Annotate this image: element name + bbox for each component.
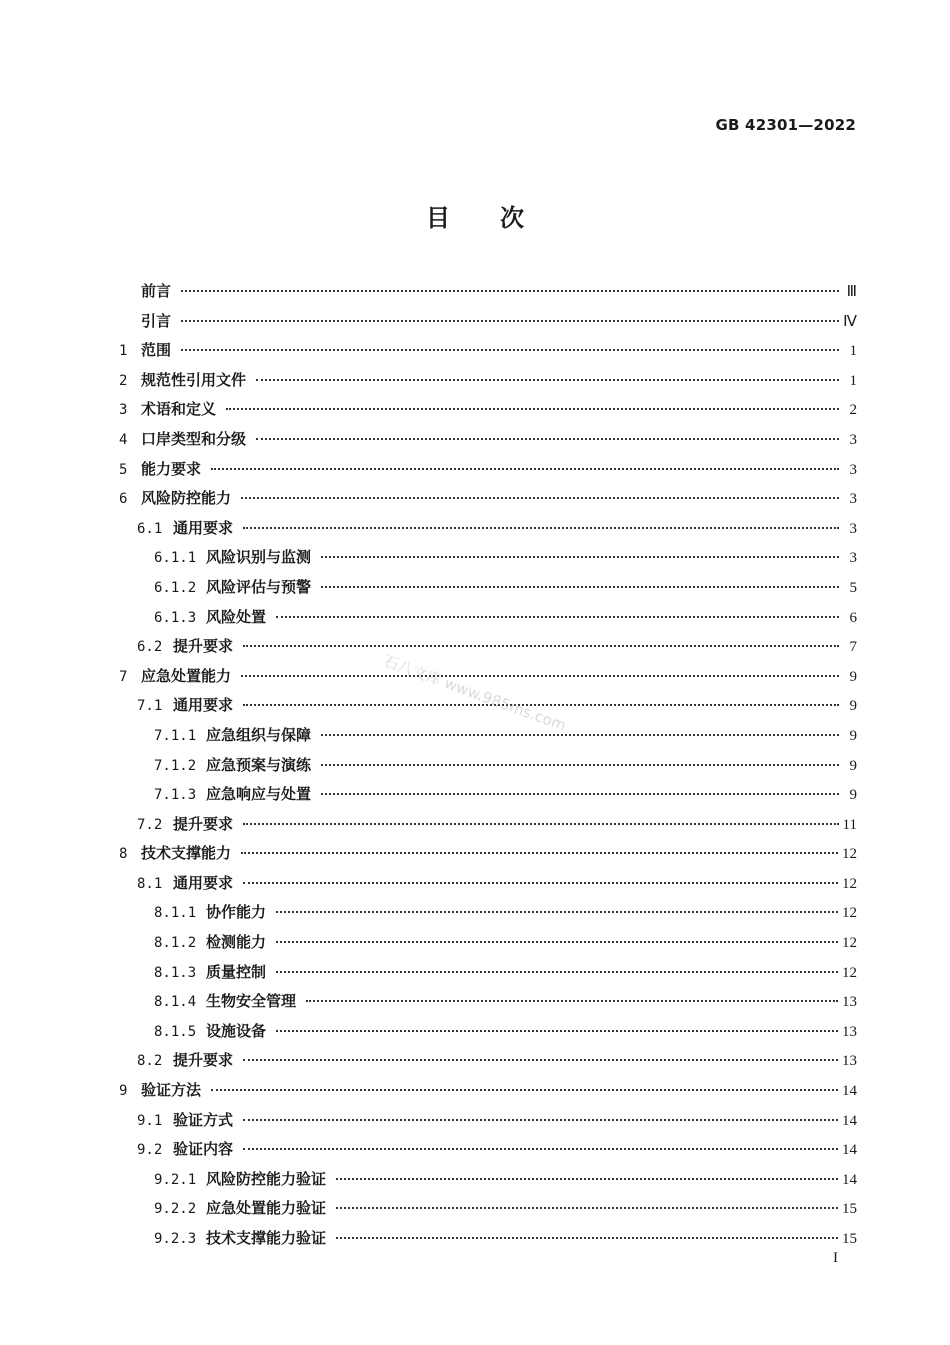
toc-entry-page: 12: [842, 846, 857, 863]
toc-entry-number: 7.1.1: [154, 727, 197, 744]
toc-entry-number: 8.1.2: [154, 935, 197, 952]
table-of-contents: [119, 277, 857, 1254]
dot-leader: [276, 940, 838, 943]
toc-entry-page: 9: [849, 787, 857, 804]
toc-entry-number: 8.1.1: [154, 905, 197, 922]
toc-entry-page: 3: [849, 431, 857, 448]
dot-leader: [243, 1118, 838, 1121]
toc-entry[interactable]: [119, 810, 857, 840]
toc-entry-number: 9.2.1: [154, 1171, 197, 1188]
toc-entry-page: 14: [842, 1171, 857, 1188]
toc-entry-number: 8.1: [137, 875, 163, 892]
toc-entry-label: 应急预案与演练: [206, 755, 312, 774]
toc-entry-page: 12: [842, 935, 857, 952]
toc-entry-label: 引言: [141, 311, 172, 330]
toc-entry-number: 6.1.2: [154, 579, 197, 596]
toc-entry[interactable]: [119, 839, 857, 869]
dot-leader: [276, 970, 838, 973]
toc-entry-number: 8.1.5: [154, 1023, 197, 1040]
toc-entry-number: 7.1: [137, 698, 163, 715]
toc-entry-page: 6: [849, 609, 857, 626]
toc-entry-page: 9: [849, 698, 857, 715]
dot-leader: [241, 496, 839, 499]
toc-entry[interactable]: [119, 1046, 857, 1076]
toc-entry-page: 12: [842, 964, 857, 981]
toc-entry-label: 提升要求: [173, 637, 234, 656]
toc-entry-page: Ⅳ: [843, 313, 857, 330]
toc-entry[interactable]: [119, 514, 857, 544]
toc-entry-label: 技术支撑能力: [141, 844, 232, 863]
toc-entry-label: 应急处置能力验证: [206, 1199, 327, 1218]
dot-leader: [243, 644, 839, 647]
dot-leader: [181, 319, 839, 322]
dot-leader: [211, 1088, 838, 1091]
toc-entry-number: 3: [119, 402, 128, 419]
dot-leader: [241, 674, 839, 677]
toc-entry-page: 13: [842, 994, 857, 1011]
toc-entry[interactable]: [119, 632, 857, 662]
dot-leader: [243, 1147, 838, 1150]
toc-entry-label: 生物安全管理: [206, 992, 297, 1011]
toc-entry[interactable]: [119, 366, 857, 396]
toc-entry[interactable]: [119, 958, 857, 988]
toc-entry[interactable]: [119, 928, 857, 958]
toc-entry-page: 13: [842, 1053, 857, 1070]
toc-entry[interactable]: [119, 751, 857, 781]
toc-entry[interactable]: [119, 780, 857, 810]
watermark: 石八文库 www.985ms.com: [381, 651, 569, 735]
toc-entry[interactable]: [119, 336, 857, 366]
toc-entry-label: 风险评估与预警: [206, 577, 312, 596]
toc-entry-number: 9.2: [137, 1142, 163, 1159]
dot-leader: [336, 1206, 838, 1209]
toc-entry-number: 7.2: [137, 816, 163, 833]
toc-entry-label: 通用要求: [173, 518, 234, 537]
toc-entry-label: 通用要求: [173, 873, 234, 892]
toc-entry-number: 9: [119, 1083, 128, 1100]
toc-entry-label: 前言: [141, 282, 172, 300]
toc-entry-number: 7: [119, 668, 128, 685]
dot-leader: [243, 881, 838, 884]
dot-leader: [336, 1236, 838, 1239]
toc-entry-page: 2: [849, 402, 857, 419]
dot-leader: [211, 467, 839, 470]
toc-entry-label: 范围: [141, 341, 172, 360]
toc-entry-label: 风险识别与监测: [206, 548, 312, 567]
toc-entry-number: 8: [119, 846, 128, 863]
toc-entry-label: 设施设备: [206, 1021, 267, 1040]
dot-leader: [241, 851, 838, 854]
toc-entry[interactable]: [119, 1194, 857, 1224]
toc-entry-page: Ⅲ: [846, 284, 857, 300]
toc-entry-page: 14: [842, 1112, 857, 1129]
toc-entry[interactable]: [119, 425, 857, 455]
toc-entry-label: 检测能力: [206, 933, 267, 952]
toc-entry-page: 3: [849, 550, 857, 567]
toc-entry-page: 5: [849, 579, 857, 596]
toc-entry-label: 验证内容: [173, 1140, 234, 1159]
toc-entry-label: 风险防控能力: [141, 489, 232, 508]
standard-code: GB 42301—2022: [715, 116, 856, 134]
toc-entry-page: 9: [849, 727, 857, 744]
toc-entry-label: 提升要求: [173, 814, 234, 833]
toc-entry-number: 8.1.3: [154, 964, 197, 981]
toc-entry[interactable]: [119, 1017, 857, 1047]
toc-entry[interactable]: [119, 721, 857, 751]
toc-entry[interactable]: [119, 1135, 857, 1165]
toc-entry-page: 1: [849, 372, 857, 389]
toc-entry-page: 15: [842, 1201, 857, 1218]
toc-entry-number: 6: [119, 491, 128, 508]
toc-entry-label: 应急响应与处置: [206, 785, 312, 804]
toc-entry-label: 验证方法: [141, 1081, 202, 1100]
toc-entry-page: 12: [842, 905, 857, 922]
toc-entry-number: 6.2: [137, 639, 163, 656]
toc-entry-label: 术语和定义: [141, 400, 217, 419]
toc-entry-number: 7.1.3: [154, 787, 197, 804]
dot-leader: [256, 437, 839, 440]
toc-entry[interactable]: [119, 987, 857, 1017]
toc-entry-page: 15: [842, 1231, 857, 1247]
dot-leader: [243, 526, 839, 529]
page-title: 目次: [426, 203, 574, 232]
dot-leader: [243, 822, 839, 825]
dot-leader: [321, 733, 839, 736]
toc-entry-number: 9.2.2: [154, 1201, 197, 1218]
toc-entry[interactable]: [119, 869, 857, 899]
toc-entry-number: 7.1.2: [154, 757, 197, 774]
dot-leader: [321, 585, 839, 588]
toc-entry-label: 风险防控能力验证: [206, 1169, 327, 1188]
toc-entry-number: 5: [119, 461, 128, 478]
dot-leader: [276, 910, 838, 913]
toc-entry-label: 协作能力: [206, 903, 267, 922]
toc-entry-number: 8.1.4: [154, 994, 197, 1011]
toc-entry-number: 2: [119, 372, 128, 389]
toc-entry-page: 3: [849, 461, 857, 478]
toc-entry-label: 应急处置能力: [141, 666, 232, 685]
toc-entry[interactable]: [119, 1106, 857, 1136]
toc-entry-number: 8.2: [137, 1053, 163, 1070]
toc-entry-page: 14: [842, 1142, 857, 1159]
dot-leader: [321, 763, 839, 766]
dot-leader: [226, 407, 839, 410]
toc-entry[interactable]: [119, 395, 857, 425]
toc-entry[interactable]: [119, 1076, 857, 1106]
toc-entry-page: 1: [849, 343, 857, 360]
dot-leader: [321, 555, 839, 558]
dot-leader: [306, 999, 838, 1002]
toc-entry-page: 3: [849, 520, 857, 537]
toc-entry[interactable]: [119, 898, 857, 928]
toc-entry-page: 14: [842, 1083, 857, 1100]
toc-entry-number: 6.1.3: [154, 609, 197, 626]
dot-leader: [276, 1029, 838, 1032]
toc-entry-label: 提升要求: [173, 1051, 234, 1070]
dot-leader: [321, 792, 839, 795]
toc-entry-page: 9: [849, 668, 857, 685]
toc-entry[interactable]: [119, 455, 857, 485]
dot-leader: [181, 289, 839, 292]
toc-entry-label: 规范性引用文件: [141, 370, 247, 389]
toc-entry[interactable]: [119, 484, 857, 514]
toc-entry-number: 1: [119, 343, 128, 360]
toc-entry-label: 通用要求: [173, 696, 234, 715]
toc-entry-label: 验证方式: [173, 1110, 234, 1129]
dot-leader: [243, 1058, 838, 1061]
toc-entry[interactable]: [119, 603, 857, 633]
toc-entry[interactable]: [119, 573, 857, 603]
toc-entry-page: 12: [842, 875, 857, 892]
toc-entry-number: 6.1: [137, 520, 163, 537]
dot-leader: [181, 348, 839, 351]
toc-entry-page: 11: [842, 816, 857, 833]
toc-entry-label: 风险处置: [206, 607, 267, 626]
dot-leader: [336, 1177, 838, 1180]
toc-entry[interactable]: [119, 1224, 857, 1254]
toc-entry-page: 13: [842, 1023, 857, 1040]
toc-entry-label: 能力要求: [141, 459, 202, 478]
toc-entry-label: 质量控制: [206, 962, 267, 981]
toc-entry-label: 口岸类型和分级: [141, 429, 247, 448]
toc-entry-page: 9: [849, 757, 857, 774]
toc-entry[interactable]: [119, 1165, 857, 1195]
toc-entry[interactable]: [119, 307, 857, 337]
toc-entry[interactable]: [119, 543, 857, 573]
dot-leader: [276, 615, 839, 618]
toc-entry-page: 3: [849, 491, 857, 508]
toc-entry-number: 6.1.1: [154, 550, 197, 567]
toc-entry-number: 9.2.3: [154, 1231, 197, 1247]
toc-entry-number: 4: [119, 431, 128, 448]
page-number: I: [833, 1250, 838, 1266]
toc-entry-number: 9.1: [137, 1112, 163, 1129]
dot-leader: [256, 378, 839, 381]
toc-entry-page: 7: [849, 639, 857, 656]
toc-entry-label: 应急组织与保障: [206, 725, 312, 744]
toc-entry-label: 技术支撑能力验证: [206, 1229, 327, 1247]
toc-entry[interactable]: [119, 277, 857, 307]
